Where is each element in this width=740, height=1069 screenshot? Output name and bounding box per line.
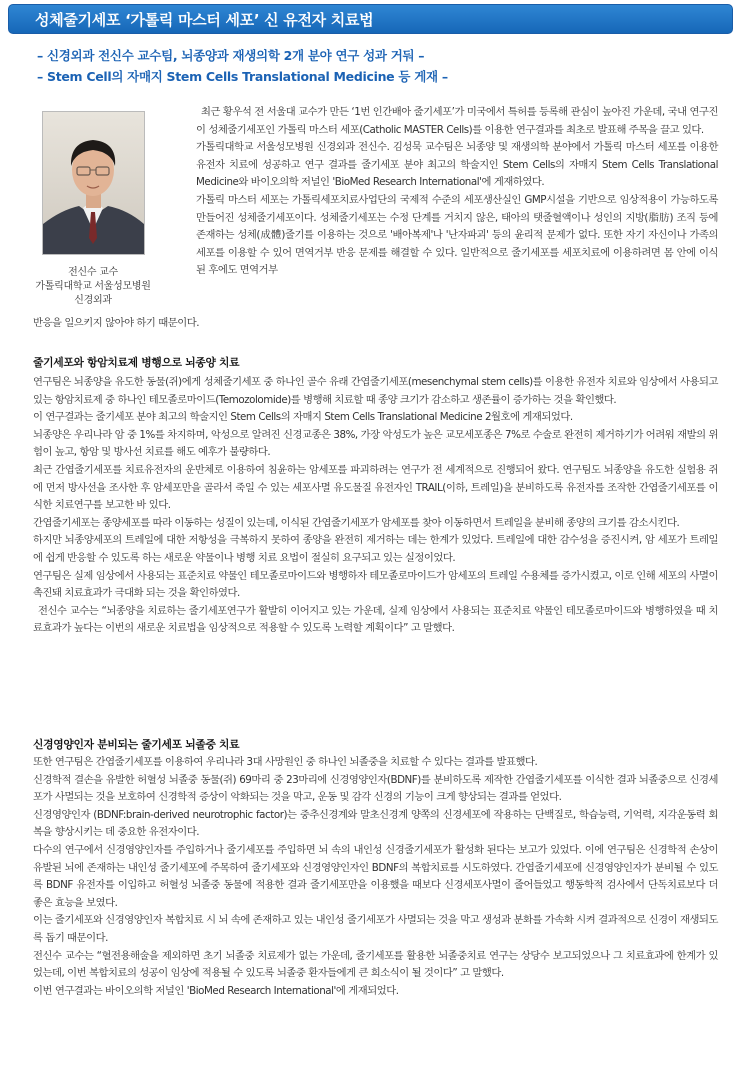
- subtitle-line-2: – Stem Cell의 자매지 Stem Cells Translational Medicine 등 게재 –: [37, 69, 448, 84]
- intro-continuation: [33, 315, 718, 333]
- body-paragraph: 이 연구결과는 줄기세포 분야 최고의 학술지인 Stem Cells의 자매지 Stem Cells Translational Medicine 2월호에 게재되었다.: [33, 411, 573, 424]
- professor-photo: [42, 111, 145, 255]
- caption-affiliation: 가톨릭대학교 서울성모병원: [35, 281, 151, 292]
- body-paragraph: 뇌종양은 우리나라 암 중 1%를 차지하며, 악성으로 알려진 신경교종은 38%, 가장 악성도가 높은 교모세포종은 7%로 수술로 완전히 제거하기가 어려워 재발의 위험이 높고, 항암 및 방사선 치료를 해도 예후가 불량하다.: [33, 428, 718, 459]
- article-title: 성체줄기세포 ‘가톨릭 마스터 세포’ 신 유전자 치료법: [35, 11, 374, 29]
- body-paragraph: 이는 줄기세포와 신경영양인자 복합치료 시 뇌 속에 존재하고 있는 내인성 줄기세포가 사멸되는 것을 막고 생성과 분화를 가속화 시켜 결과적으로 신경이 재생되도록 돕기 때문이다.: [33, 914, 718, 944]
- section-body-stroke: [33, 754, 718, 1000]
- intro-continuation-text: 반응을 일으키지 않아야 하기 때문이다.: [33, 317, 200, 329]
- body-paragraph: 다수의 연구에서 신경영양인자를 주입하거나 줄기세포를 주입하면 뇌 속의 내인성 신경줄기세포가 활성화 된다는 보고가 있었다. 이에 연구팀은 신경학적 손상이 유발된 뇌에 존재하는 내인성 줄기세포에 주목하여 줄기세포와 신경영양인자인 BDNF의 복합치료를 시도하였다. 간엽줄기세포에 신경영양인자가 분비될 수 있도록 BDNF 유전자를 이입하고 허혈성 뇌졸중 동물에 적용한 결과 줄기세포만을 이용했을 때보다 신경세포사멸이 줄어들었고 행동학적 검사에서 단독치료보다 더 좋은 효능을 보였다.: [33, 843, 718, 909]
- intro-text: [196, 104, 718, 280]
- body-paragraph: 하지만 뇌종양세포의 트레일에 대한 저항성을 극복하지 못하여 종양을 완전히 제거하는 데는 한계가 있었다. 트레일에 대한 감수성을 증진시켜, 암 세포가 트레일에 쉽게 반응할 수 있도록 하는 새로운 약물이나 병행 치료 요법이 절실히 요구되고 있는 실정이었다.: [33, 534, 718, 564]
- section-heading-stroke: 신경영양인자 분비되는 줄기세포 뇌졸중 치료: [33, 738, 240, 751]
- intro-paragraph: 최근 황우석 전 서울대 교수가 만든 ‘1번 인간배아 줄기세포’가 미국에서 특허를 등록해 관심이 높아진 가운데, 국내 연구진이 성체줄기세포인 가톨릭 마스터 세포(Catholic MASTER Cells)를 이용한 연구결과를 최초로 발표해 주목을 끌고 있다.: [196, 106, 718, 136]
- body-paragraph: 신경학적 결손을 유발한 허혈성 뇌졸중 동물(쥐) 69마리 중 23마리에 신경영양인자(BDNF)를 분비하도록 제작한 간엽줄기세포를 이식한 결과 뇌졸중으로 신경세포가 사멸되는 것을 보호하여 신경학적 증상이 악화되는 것을 막고, 운동 및 감각 신경의 기능이 크게 향상되는 결과를 얻었다.: [33, 773, 718, 804]
- intro-paragraph: 가톨릭 마스터 세포는 가톨릭세포치료사업단의 국제적 수준의 세포생산실인 GMP시설을 기반으로 임상적용이 가능하도록 만들어진 성체줄기세포이다. 성체줄기세포는 수정 단계를 거치지 않은, 태아의 탯줄혈액이나 성인의 지방(脂肪) 조직 등에 존재하는 성체(成體)줄기를 이용하는 것으로 '배아복제'나 '난자파괴' 등의 윤리적 문제가 없다. 또한 자기 자신이나 가족의 세포를 이용할 수 있어 면역거부 반응 문제를 해결할 수 있다. 일반적으로 줄기세포를 세포치료에 이용하려면 몸 안에 이식된 후에도 면역거부: [196, 193, 718, 277]
- section-body-brain-tumor: [33, 374, 718, 638]
- caption-department: 신경외과: [74, 295, 112, 306]
- body-paragraph: 신경영양인자 (BDNF:brain-derived neurotrophic factor)는 중추신경계와 말초신경계 양쪽의 신경세포에 작용하는 단백질로, 학습능력, 기억력, 지각운동력 회복을 향상시키는 데 중요한 유전자이다.: [33, 808, 718, 839]
- photo-caption: [30, 266, 156, 308]
- body-paragraph: 최근 간엽줄기세포를 치료유전자의 운반체로 이용하여 침윤하는 암세포를 파괴하려는 연구가 전 세계적으로 진행되어 왔다. 연구팀도 뇌종양을 유도한 실험용 쥐에 먼저 방사선을 조사한 후 암세포만을 골라서 죽일 수 있는 세포사멸 유도물질 유전자인 TRAIL(이하, 트레일)을 분비하도록 유전자를 조작한 간엽줄기세포를 이식한 치료연구를 보고한 바 있다.: [33, 463, 718, 512]
- body-paragraph: 연구팀은 뇌종양을 유도한 동물(쥐)에게 성체줄기세포 중 하나인 골수 유래 간엽줄기세포(mesenchymal stem cells)를 이용한 유전자 치료와 임상에서 사용되고 있는 항암치료제 중 하나인 테모졸로마이드(Temozolomide)를 병행해 치료할 때 종양 크기가 감소하고 생존률이 증가하는 것을 확인했다.: [33, 376, 718, 406]
- body-paragraph: 전신수 교수는 “뇌종양을 치료하는 줄기세포연구가 활발히 이어지고 있는 가운데, 실제 임상에서 사용되는 표준치료 약물인 테모졸로마이드와 병행하였을 때 치료효과가 높다는 이번의 새로운 치료법을 임상적으로 적용할 수 있도록 노력할 계획이다” 고 말했다.: [33, 604, 718, 635]
- intro-paragraph: 가톨릭대학교 서울성모병원 신경외과 전신수. 김성묵 교수팀은 뇌종양 및 재생의학 분야에서 가톨릭 마스터 세포를 이용한 유전자 치료에 성공하고 연구 결과를 줄기세포 분야 최고의 학술지인 Stem Cells의 자매지 Stem Cells Translational Medicine와 바이오의학 저널인 'BioMed Research International'에 게재하였다.: [196, 141, 718, 189]
- subtitle-line-1: – 신경외과 전신수 교수팀, 뇌종양과 재생의학 2개 분야 연구 성과 거둬 –: [37, 48, 425, 63]
- body-paragraph: 간엽줄기세포는 종양세포를 따라 이동하는 성질이 있는데, 이식된 간엽줄기세포가 암세포를 찾아 이동하면서 트레일을 분비해 종양의 크기를 감소시킨다.: [33, 516, 680, 529]
- body-paragraph: 또한 연구팀은 간엽줄기세포를 이용하여 우리나라 3대 사망원인 중 하나인 뇌졸중을 치료할 수 있다는 결과를 발표했다.: [33, 756, 538, 768]
- body-paragraph: 연구팀은 실제 임상에서 사용되는 표준치료 약물인 테모졸로마이드와 병행하자 테모졸로마이드가 암세포의 트레일 수용체를 증가시켰고, 이로 인해 세포의 사멸이 촉진돼 치료효과가 극대화 되는 것을 확인하였다.: [33, 569, 718, 600]
- caption-name: 전신수 교수: [68, 267, 118, 278]
- body-paragraph: 이번 연구결과는 바이오의학 저널인 'BioMed Research International'에 게재되었다.: [33, 984, 399, 997]
- body-paragraph: 전신수 교수는 “혈전용해술을 제외하면 초기 뇌졸중 치료제가 없는 가운데, 줄기세포를 활용한 뇌졸중치료 연구는 상당수 보고되었으나 그 치료효과에 한계가 있었는데, 이번 복합치료의 성공이 임상에 적용될 수 있도록 뇌졸중 환자들에게 큰 희소식이 될 것이다” 고 말했다.: [33, 949, 718, 980]
- section-heading-brain-tumor: 줄기세포와 항암치료제 병행으로 뇌종양 치료: [33, 356, 240, 369]
- title-banner: [8, 4, 733, 34]
